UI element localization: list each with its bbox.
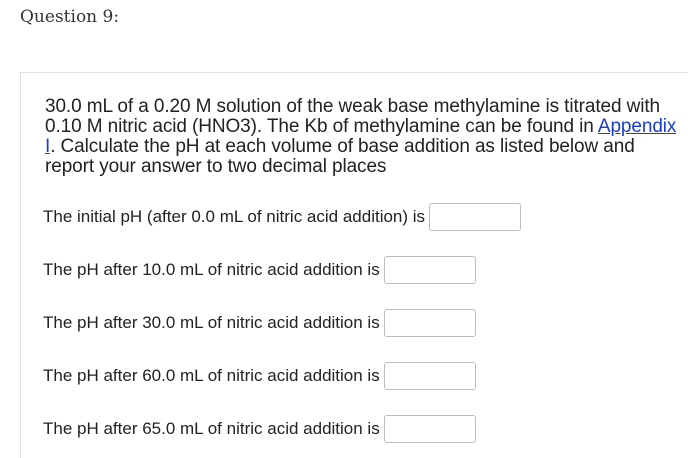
answer-input-60ml[interactable]	[384, 362, 476, 390]
prompt-text-end: . Calculate the pH at each volume of base addition as listed below and report your answer to two decimal places	[45, 136, 635, 177]
answer-label-65ml: The pH after 65.0 mL of nitric acid addition is	[43, 419, 380, 438]
question-card	[20, 72, 688, 458]
answer-input-10ml[interactable]	[384, 256, 476, 284]
answer-label-10ml: The pH after 10.0 mL of nitric acid addition is	[43, 260, 380, 279]
answer-label-30ml: The pH after 30.0 mL of nitric acid addition is	[43, 313, 380, 332]
answer-input-65ml[interactable]	[384, 415, 476, 443]
answer-row-60ml	[43, 361, 476, 391]
answer-row-initial-ph	[43, 202, 521, 232]
prompt-text-start: 30.0 mL of a 0.20 M solution of the weak base methylamine is titrated with 0.10 M nitric acid (HNO3). The Kb of methylamine can be found in	[45, 96, 660, 137]
appendix-link[interactable]: Appendix I	[45, 116, 677, 157]
answer-row-30ml	[43, 308, 476, 338]
question-number: Question 9:	[20, 7, 120, 27]
answer-label-60ml: The pH after 60.0 mL of nitric acid addition is	[43, 366, 380, 385]
answer-input-initial-ph[interactable]	[429, 203, 521, 231]
answer-label-initial-ph: The initial pH (after 0.0 mL of nitric acid addition) is	[43, 207, 426, 226]
answer-row-65ml	[43, 414, 476, 444]
answer-input-30ml[interactable]	[384, 309, 476, 337]
answer-row-10ml	[43, 255, 476, 285]
question-prompt	[45, 97, 685, 177]
